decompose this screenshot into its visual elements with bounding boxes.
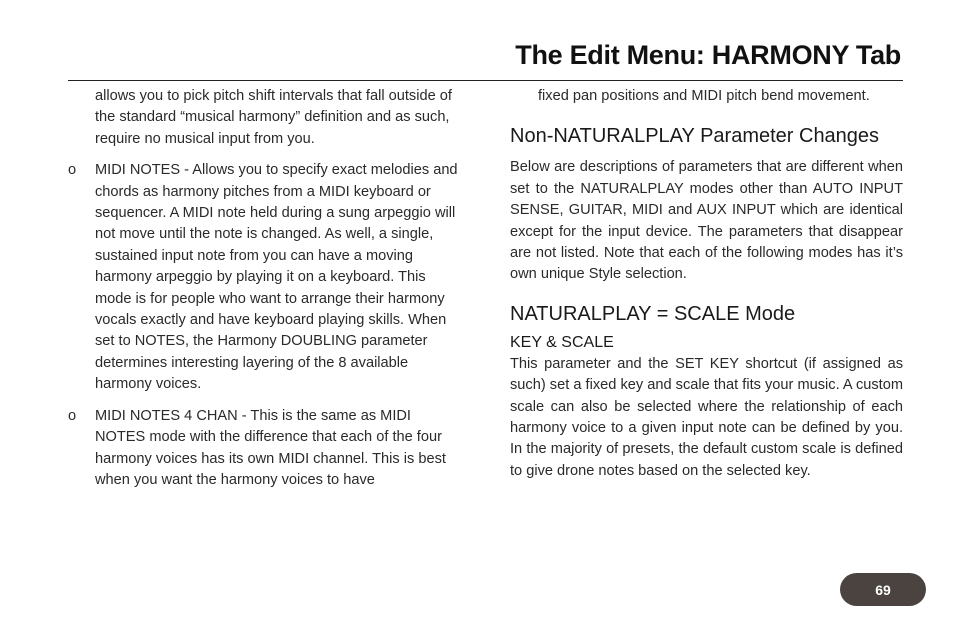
page-title: The Edit Menu: HARMONY Tab xyxy=(515,40,901,70)
bullet-text: MIDI NOTES - Allows you to specify exact melodies and chords as harmony pitches from a MIDI keyboard or sequencer. A MIDI note held during a sung arpeggio will not move until the note is changed. As well, a single, sustained input note from you can have a moving harmony arpeggio by playing it on a keyboard. This mode is for people who want to arrange their harmony vocals exactly and have keyboard playing skills. When set to NOTES, the Harmony DOUBLING parameter determines interesting layering of the 8 available harmony voices. xyxy=(95,162,458,393)
bullet-marker: o xyxy=(68,162,77,179)
continuation-paragraph: fixed pan positions and MIDI pitch bend movement. xyxy=(538,88,870,104)
intro-paragraph: allows you to pick pitch shift intervals that fall outside of the standard “musical harmony” definition and as such, require no musical input from you. xyxy=(95,88,452,147)
page-number: 69 xyxy=(875,581,891,598)
bullet-text: MIDI NOTES 4 CHAN - This is the same as MIDI NOTES mode with the difference that each of the four harmony voices has its own MIDI channel. This is best when you want the harmony voices to have xyxy=(95,407,446,488)
subheading-key-scale: KEY & SCALE xyxy=(510,333,614,351)
section-heading-scale-mode: NATURALPLAY = SCALE Mode xyxy=(510,302,796,325)
title-divider xyxy=(68,80,903,81)
section-heading-non-naturalplay: Non-NATURALPLAY Parameter Changes xyxy=(510,125,880,148)
page-number-badge xyxy=(840,573,926,606)
right-column xyxy=(510,86,903,482)
bullet-marker: o xyxy=(68,407,77,424)
section-body-non-naturalplay: Below are descriptions of parameters that are different when set to the NATURALPLAY modes other than AUTO INPUT SENSE, GUITAR, MIDI and AUX INPUT which are identical except for the input device. The parameters that disappear are not listed. Note that each of the following modes has it’s own unique Style selection. xyxy=(510,159,903,283)
left-column xyxy=(68,86,460,501)
bullet-midi-notes xyxy=(68,160,460,395)
section-body-key-scale: This parameter and the SET KEY shortcut (if assigned as such) set a fixed key and scale that fits your music. A custom scale can also be selected where the relationship of each harmony voice to a given input note can be defined by you. In the majority of presets, the default custom scale is defined to give drone notes based on the selected key. xyxy=(510,355,903,479)
bullet-midi-notes-4-chan xyxy=(68,406,460,492)
